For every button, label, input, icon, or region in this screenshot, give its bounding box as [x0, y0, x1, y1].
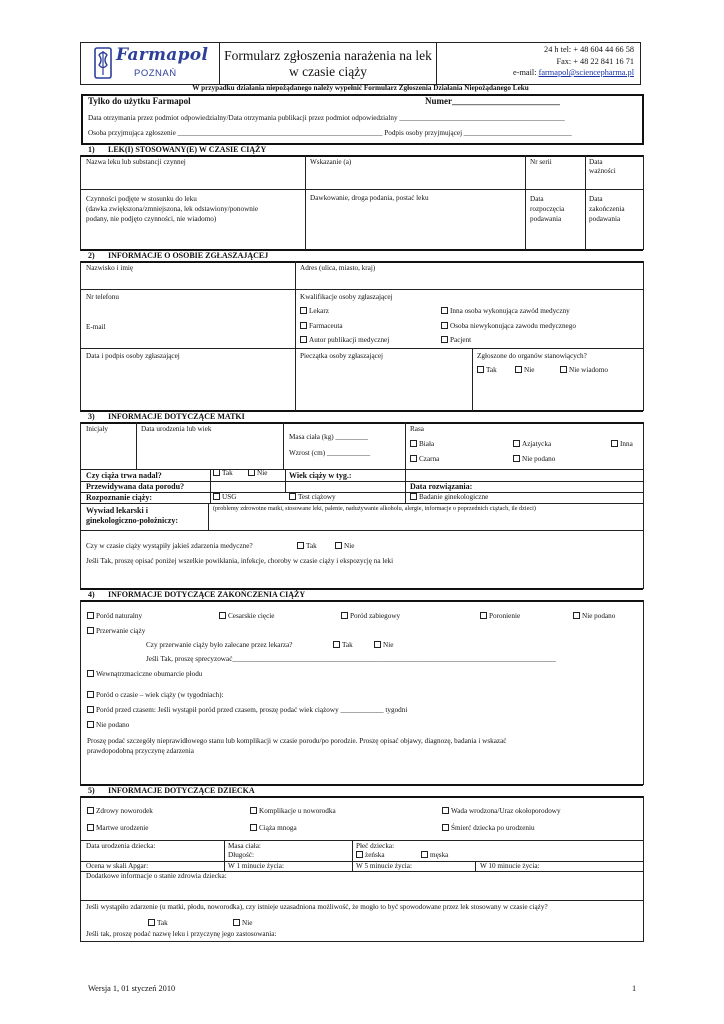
child-weight-field[interactable]: Masa ciała: Długość: — [228, 842, 261, 859]
qual-doctor-checkbox[interactable]: Lekarz — [300, 307, 329, 316]
section-1-title: 1) LEK(I) STOSOWANY(E) W CZASIE CIĄŻY — [88, 145, 267, 154]
due-date-field[interactable]: Przewidywana data porodu? — [86, 482, 185, 491]
notice: W przypadku działania niepożądanego należy wypełnić Formularz Zgłoszenia Działania Niepożądanego Leku — [192, 84, 529, 92]
start-date-field[interactable]: Data rozpoczęcia podawania — [530, 195, 565, 223]
reported-authorities-label: Zgłoszone do organów stanowiących? — [477, 352, 587, 360]
apgar-label: Ocena w skali Apgar: — [86, 862, 149, 870]
causality-question: Jeśli wystąpiło zdarzenie (u matki, płodu, noworodka), czy istnieje uzasadniona możliwość, że mogło to być spowodowane przez lek stosowany w czasie ciąży? — [86, 903, 548, 911]
child-multiple-checkbox[interactable]: Ciąża mnoga — [250, 824, 297, 833]
child-healthy-checkbox[interactable]: Zdrowy noworodek — [87, 807, 153, 816]
reported-yes-checkbox[interactable]: Tak — [477, 366, 497, 375]
batch-field[interactable]: Nr serii — [530, 158, 552, 166]
reporter-address-field[interactable]: Adres (ulica, miasto, kraj) — [300, 264, 376, 272]
reporter-stamp-field[interactable]: Pieczątka osoby zgłaszającej — [300, 352, 384, 360]
race-other-checkbox[interactable]: Inna — [611, 440, 633, 449]
child-complications-checkbox[interactable]: Komplikacje u noworodka — [250, 807, 336, 816]
sex-female-checkbox[interactable]: żeńska — [356, 851, 385, 860]
ongoing-no-checkbox[interactable]: Nie — [248, 469, 267, 478]
medical-events-question: Czy w czasie ciąży wystąpiły jakieś zdarzenia medyczne? — [86, 542, 253, 550]
outcome-fetal-death-checkbox[interactable]: Wewnątrzmaciczne obumarcie płodu — [87, 670, 202, 679]
footer-page-number: 1 — [632, 984, 637, 993]
diagnosis-exam-checkbox[interactable]: Badanie ginekologiczne — [410, 493, 488, 502]
qual-other-medical-checkbox[interactable]: Inna osoba wykonująca zawód medyczny — [441, 307, 570, 316]
events-yes-checkbox[interactable]: Tak — [297, 542, 317, 551]
mother-dob-field[interactable]: Data urodzenia lub wiek — [141, 425, 212, 433]
outcome-termination-checkbox[interactable]: Przerwanie ciąży — [87, 627, 145, 636]
footer-version: Wersja 1, 01 styczeń 2010 — [88, 984, 176, 993]
child-stillbirth-checkbox[interactable]: Martwe urodzenie — [87, 824, 149, 833]
qual-author-checkbox[interactable]: Autor publikacji medycznej — [300, 336, 389, 345]
events-no-checkbox[interactable]: Nie — [335, 542, 354, 551]
reporter-name-field[interactable]: Nazwisko i imię — [86, 264, 134, 272]
indication-field[interactable]: Wskazanie (a) — [310, 158, 352, 166]
reported-unknown-checkbox[interactable]: Nie wiadomo — [560, 366, 608, 375]
race-asian-checkbox[interactable]: Azjatycka — [513, 440, 551, 449]
events-description-field[interactable]: Jeśli Tak, proszę opisać poniżej wszelkie powikłania, infekcje, choroby w czasie ciąży i ekspozycję na leki — [86, 557, 394, 565]
drug-name-field[interactable]: Nazwa leku lub substancji czynnej — [86, 158, 186, 166]
qualifications-label: Kwalifikacje osoby zgłaszającej — [300, 293, 393, 301]
complications-description-field[interactable]: Proszę podać szczegóły nieprawidłowego stanu lub komplikacji w czasie porodu/po porodzie. Proszę opisać objawy, diagnozę, badania i wskazać prawdopodobną przyczynę zdarzenia — [87, 737, 507, 755]
apgar-1min-field[interactable]: W 1 minucie życia: — [228, 862, 284, 870]
reported-no-checkbox[interactable]: Nie — [515, 366, 534, 375]
medical-history-field[interactable]: (problemy zdrowotne matki, stosowane leki, palenie, nadużywanie alkoholu, alergie, informacje o poprzednich ciążach, ile dzieci) — [213, 505, 536, 512]
company-logo — [90, 45, 210, 83]
race-label: Rasa — [410, 425, 424, 433]
form-title: Formularz zgłoszenia narażenia na lek w czasie ciąży — [224, 48, 432, 79]
mother-weight-field[interactable]: Masa ciała (kg) _________ — [289, 433, 368, 441]
qual-non-medical-checkbox[interactable]: Osoba niewykonująca zawodu medycznego — [441, 322, 576, 331]
section-2-title: 2) INFORMACJE O OSOBIE ZGŁASZAJĄCEJ — [88, 251, 269, 260]
actions-field[interactable]: Czynności podjęte w stosunku do leku (dawka zwiększona/zmniejszona, lek odstawiony/ponownie podany, nie podjęto czynności, nie wiadomo) — [86, 195, 259, 223]
ongoing-yes-checkbox[interactable]: Tak — [213, 469, 233, 478]
race-unknown-checkbox[interactable]: Nie podano — [513, 455, 555, 464]
apgar-5min-field[interactable]: W 5 minucie życia: — [356, 862, 412, 870]
diagnosis-test-checkbox[interactable]: Test ciążowy — [289, 493, 336, 502]
receiver-field[interactable]: Osoba przyjmująca zgłoszenie _________________________________________________________ Podpis osoby przyjmującej ______________________________ — [88, 129, 572, 137]
termination-recommended-question: Czy przerwanie ciąży było zalecane przez lekarza? — [146, 641, 293, 649]
child-defect-checkbox[interactable]: Wada wrodzona/Uraz okołoporodowy — [442, 807, 561, 816]
outcome-none-checkbox[interactable]: Nie podano — [87, 721, 129, 730]
mother-initials-field[interactable]: Inicjały — [86, 425, 108, 433]
logo-city: POZNAŃ — [134, 68, 177, 79]
qual-patient-checkbox[interactable]: Pacjent — [441, 336, 471, 345]
case-number[interactable]: Numer________________________ — [425, 96, 560, 106]
outcome-term-birth-checkbox[interactable]: Poród o czasie – wiek ciąży (w tygodniach): — [87, 691, 224, 700]
section-4-title: 4) INFORMACJE DOTYCZĄCE ZAKOŃCZENIA CIĄŻY — [88, 590, 306, 599]
race-black-checkbox[interactable]: Czarna — [410, 455, 439, 464]
contact-fax: Fax: + 48 22 841 16 71 — [556, 56, 634, 66]
expiry-field[interactable]: Data ważności — [589, 158, 616, 175]
gestational-age-field[interactable]: Wiek ciąży w tyg.: — [289, 471, 352, 480]
outcome-cesarean-checkbox[interactable]: Cesarskie cięcie — [219, 612, 275, 621]
end-date-field[interactable]: Data zakończenia podawania — [589, 195, 625, 223]
dosage-field[interactable]: Dawkowanie, droga podania, postać leku — [310, 194, 429, 202]
reporter-signature-field[interactable]: Data i podpis osoby zgłaszającej — [86, 352, 180, 360]
outcome-natural-checkbox[interactable]: Poród naturalny — [87, 612, 142, 621]
race-white-checkbox[interactable]: Biała — [410, 440, 434, 449]
section-5-title: 5) INFORMACJE DOTYCZĄCE DZIECKA — [88, 786, 255, 795]
reporter-email-field[interactable]: E-mail — [86, 323, 106, 331]
causality-no-checkbox[interactable]: Nie — [233, 919, 252, 928]
qual-pharmacist-checkbox[interactable]: Farmaceuta — [300, 322, 343, 331]
child-dob-field[interactable]: Data urodzenia dziecka: — [86, 842, 156, 850]
outcome-assisted-checkbox[interactable]: Poród zabiegowy — [341, 612, 400, 621]
internal-title: Tylko do użytku Farmapol — [88, 96, 191, 106]
recommended-yes-checkbox[interactable]: Tak — [333, 641, 353, 650]
diagnosis-usg-checkbox[interactable]: USG — [213, 493, 236, 502]
child-additional-info-field[interactable]: Dodatkowe informacje o stanie zdrowia dziecka: — [86, 872, 227, 880]
section-3-title: 3) INFORMACJE DOTYCZĄCE MATKI — [88, 412, 245, 421]
contact-phone: 24 h tel: + 48 604 44 66 58 — [544, 45, 634, 54]
recommended-no-checkbox[interactable]: Nie — [374, 641, 393, 650]
logo-emblem-icon — [94, 47, 112, 79]
contact-email-link[interactable]: farmapol@sciencepharma.pl — [538, 68, 634, 77]
medical-history-label: Wywiad lekarski i ginekologiczno-położniczy: — [86, 506, 178, 525]
outcome-miscarriage-checkbox[interactable]: Poronienie — [480, 612, 520, 621]
mother-height-field[interactable]: Wzrost (cm) ____________ — [289, 449, 371, 457]
contact-info: 24 h tel: + 48 604 44 66 58 Fax: + 48 22 841 16 71 e-mail: farmapol@sciencepharma.pl — [437, 44, 634, 79]
received-date-field[interactable]: Data otrzymania przez podmiot odpowiedzialny/Data otrzymania publikacji przez podmiot odpowiedzialny ______________________________________________ — [88, 114, 565, 122]
outcome-preterm-checkbox[interactable]: Poród przed czasem: Jeśli wystąpił poród przed czasem, proszę podać wiek ciążowy ____________ tygodni — [87, 706, 407, 715]
child-sex-label: Płeć dziecka: — [356, 842, 395, 850]
apgar-10min-field[interactable]: W 10 minucie życia: — [480, 862, 540, 870]
termination-specify-field[interactable]: Jeśli Tak, proszę sprecyzować__________________________________________________________________________________________ — [146, 655, 556, 663]
child-death-checkbox[interactable]: Śmierć dziecka po urodzeniu — [442, 824, 535, 833]
causality-drug-field[interactable]: Jeśli tak, proszę podać nazwę leku i przyczynę jego zastosowania: — [86, 930, 277, 938]
diagnosis-label: Rozpoznanie ciąży: — [86, 493, 152, 502]
reporter-phone-field[interactable]: Nr telefonu — [86, 293, 119, 301]
causality-yes-checkbox[interactable]: Tak — [148, 919, 168, 928]
termination-date-field[interactable]: Data rozwiązania: — [410, 482, 473, 491]
outcome-not-given-checkbox[interactable]: Nie podano — [573, 612, 615, 621]
sex-male-checkbox[interactable]: męska — [421, 851, 448, 860]
pregnancy-ongoing-label: Czy ciąża trwa nadal? — [86, 471, 162, 480]
logo-brand: Farmapol — [116, 45, 209, 65]
